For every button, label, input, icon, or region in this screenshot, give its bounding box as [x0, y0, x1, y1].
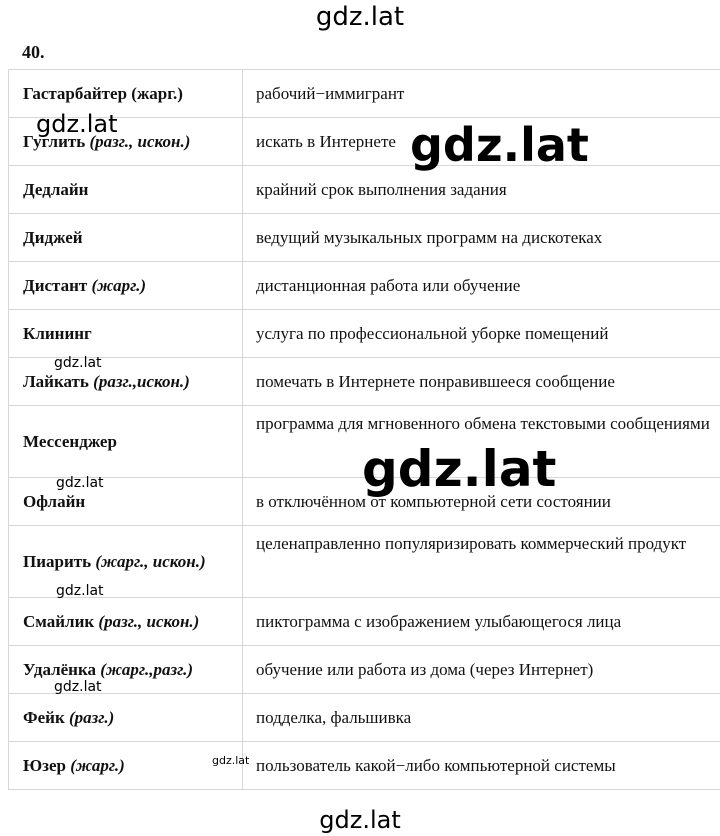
definition-cell: искать в Интернете: [243, 118, 720, 166]
table-row: [9, 214, 720, 262]
table-row: [9, 598, 720, 646]
term-word: Диджей: [23, 227, 83, 247]
term-word: Смайлик: [23, 611, 95, 631]
watermark-small: gdz.lat: [212, 754, 250, 767]
term-cell: [9, 310, 243, 358]
term-tag: (жарг., искон.): [95, 551, 206, 571]
term-word: Клининг: [23, 323, 92, 343]
term-cell: [9, 742, 243, 790]
term-tag: (жарг.): [91, 275, 147, 295]
definition-cell: рабочий−иммигрант: [243, 70, 720, 118]
table-row: [9, 358, 720, 406]
definition-cell: пользователь какой−либо компьютерной системы: [243, 742, 720, 790]
term-word: Дистант: [23, 275, 88, 295]
term-word: Гуглить: [23, 131, 86, 151]
table-row: [9, 742, 720, 790]
watermark-large: gdz.lat: [410, 118, 589, 172]
term-tag: (разг.,искон.): [93, 371, 190, 391]
term-cell: [9, 358, 243, 406]
task-number: 40.: [22, 42, 45, 62]
term-word: Лайкать: [23, 371, 89, 391]
definition-cell: ведущий музыкальных программ на дискотеках: [243, 214, 720, 262]
watermark-small: gdz.lat: [56, 583, 104, 599]
table-row: [9, 262, 720, 310]
term-tag: (жарг.): [131, 83, 183, 103]
definition-cell: помечать в Интернете понравившееся сообщение: [243, 358, 720, 406]
term-word: Офлайн: [23, 491, 86, 511]
term-tag: (разг., искон.): [98, 611, 200, 631]
table-row: [9, 646, 720, 694]
term-word: Фейк: [23, 707, 65, 727]
term-cell: [9, 646, 243, 694]
table-row: [9, 166, 720, 214]
watermark-top: gdz.lat: [315, 2, 405, 32]
term-tag: (жарг.,разг.): [100, 659, 194, 679]
watermark-small: gdz.lat: [56, 475, 104, 491]
definition-cell: обучение или работа из дома (через Интернет): [243, 646, 720, 694]
definition-cell: услуга по профессиональной уборке помещений: [243, 310, 720, 358]
term-word: Мессенджер: [23, 431, 117, 451]
definition-cell: дистанционная работа или обучение: [243, 262, 720, 310]
watermark-small: gdz.lat: [54, 679, 102, 695]
definition-cell: крайний срок выполнения задания: [243, 166, 720, 214]
term-cell: [9, 262, 243, 310]
term-word: Пиарить: [23, 551, 92, 571]
watermark-large: gdz.lat: [362, 440, 557, 498]
table-row: [9, 526, 720, 598]
term-cell: [9, 406, 243, 478]
term-cell: [9, 478, 243, 526]
term-tag: (разг., искон.): [89, 131, 191, 151]
term-tag: (разг.): [69, 707, 115, 727]
term-word: Дедлайн: [23, 179, 89, 199]
watermark-medium: gdz.lat: [36, 110, 118, 138]
table-row: [9, 310, 720, 358]
term-cell: [9, 598, 243, 646]
table-row: [9, 694, 720, 742]
term-cell: [9, 694, 243, 742]
term-cell: [9, 526, 243, 598]
definition-cell: подделка, фальшивка: [243, 694, 720, 742]
term-word: Удалёнка: [23, 659, 97, 679]
watermark-bottom: gdz.lat: [319, 806, 401, 834]
term-tag: (жарг.): [70, 755, 125, 775]
term-word: Гастарбайтер: [23, 83, 128, 103]
term-cell: [9, 214, 243, 262]
definition-cell: в отключённом от компьютерной сети состоянии: [243, 478, 720, 526]
definition-cell: пиктограмма с изображением улыбающегося лица: [243, 598, 720, 646]
terms-table: [8, 69, 720, 790]
term-cell: [9, 166, 243, 214]
term-word: Юзер: [23, 755, 66, 775]
watermark-small: gdz.lat: [54, 355, 102, 371]
definition-cell: целенаправленно популяризировать коммерческий продукт: [243, 526, 720, 598]
definition-cell: программа для мгновенного обмена текстовыми сообщениями: [243, 406, 720, 478]
